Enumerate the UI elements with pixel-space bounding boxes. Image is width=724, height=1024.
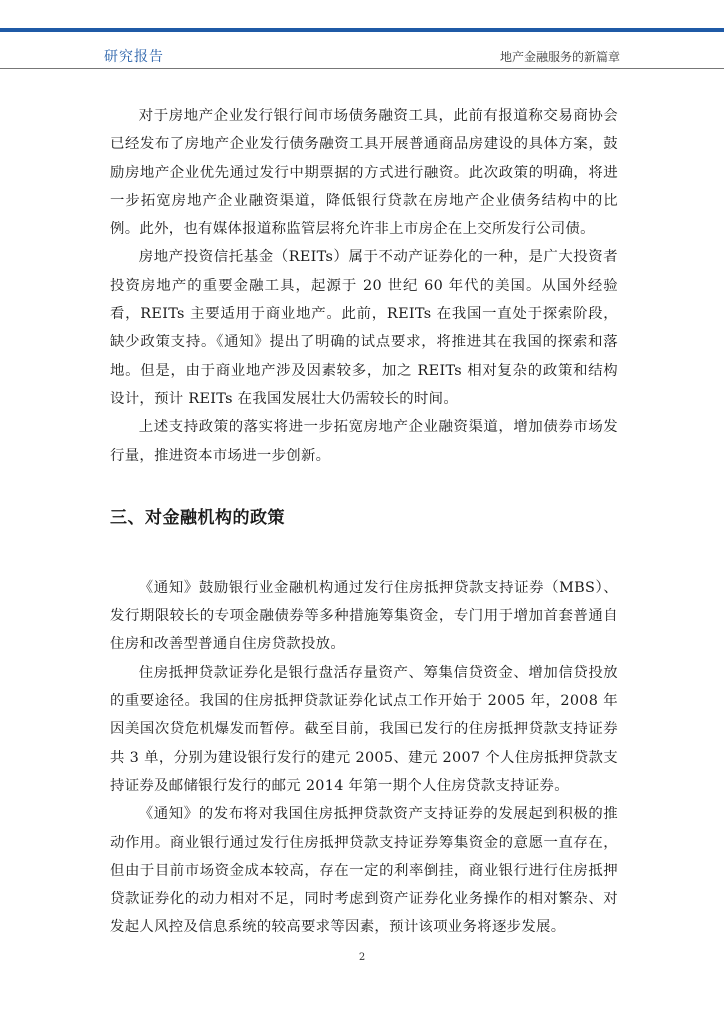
- paragraph-notice-impact: 《通知》的发布将对我国住房抵押贷款资产支持证券的发展起到积极的推动作用。商业银行通过发行住房抵押贷款支持证券筹集资金的意愿一直存在，但由于目前市场资金成本较高，存在一定的利率倒挂，商业银行进行住房抵押贷款证券化的动力相对不足，同时考虑到资产证券化业务操作的相对繁杂、对发起人风控及信息系统的较高要求等因素，预计该项业务将逐步发展。: [110, 806, 618, 936]
- document-body: [110, 102, 618, 942]
- paragraph-bond-financing: 对于房地产企业发行银行间市场债务融资工具，此前有报道称交易商协会已经发布了房地产企业发行债务融资工具开展普通商品房建设的具体方案，鼓励房地产企业优先通过发行中期票据的方式进行融资。此次政策的明确，将进一步拓宽房地产企业融资渠道，降低银行贷款在房地产企业债务结构中的比例。此外，也有媒体报道称监管层将允许非上市房企在上交所发行公司债。: [110, 108, 618, 238]
- report-title-label: 地产金融服务的新篇章: [499, 50, 620, 64]
- page-number: 2: [358, 952, 366, 963]
- section-heading: 三、对金融机构的政策: [110, 507, 285, 528]
- paragraph-reits: 房地产投资信托基金（REITs）属于不动产证券化的一种，是广大投资者投资房地产的重要金融工具，起源于 20 世纪 60 年代的美国。从国外经验看，REITs 主要适用于商业地产。此前，REITs 在我国一直处于探索阶段，缺少政策支持。《通知》提出了明确的试点要求，将推进其在我国的探索和落地。但是，由于商业地产涉及因素较多，加之 REITs 相对复杂的政策和结构设计，预计 REITs 在我国发展壮大仍需较长的时间。: [110, 249, 618, 407]
- paragraph-notice-mbs: 《通知》鼓励银行业金融机构通过发行住房抵押贷款支持证券（MBS）、发行期限较长的专项金融债券等多种措施筹集资金，专门用于增加首套普通自住房和改善型普通自住房贷款投放。: [110, 579, 618, 653]
- paragraph-mortgage-securitization: 住房抵押贷款证券化是银行盘活存量资产、筹集信贷资金、增加信贷投放的重要途径。我国的住房抵押贷款证券化试点工作开始于 2005 年，2008 年因美国次贷危机爆发而暂停。截至目前，我国已发行的住房抵押贷款支持证券共 3 单，分别为建设银行发行的建元 2005、建元 2007 个人住房抵押贷款支持证券及邮储银行发行的邮元 2014 年第一期个人住房贷款支持证券。: [110, 664, 618, 794]
- report-type-label: 研究报告: [104, 49, 164, 65]
- paragraph-policy-summary: 上述支持政策的落实将进一步拓宽房地产企业融资渠道，增加债券市场发行量，推进资本市场进一步创新。: [110, 419, 618, 464]
- page-header: [0, 32, 724, 70]
- header-divider: [0, 68, 724, 69]
